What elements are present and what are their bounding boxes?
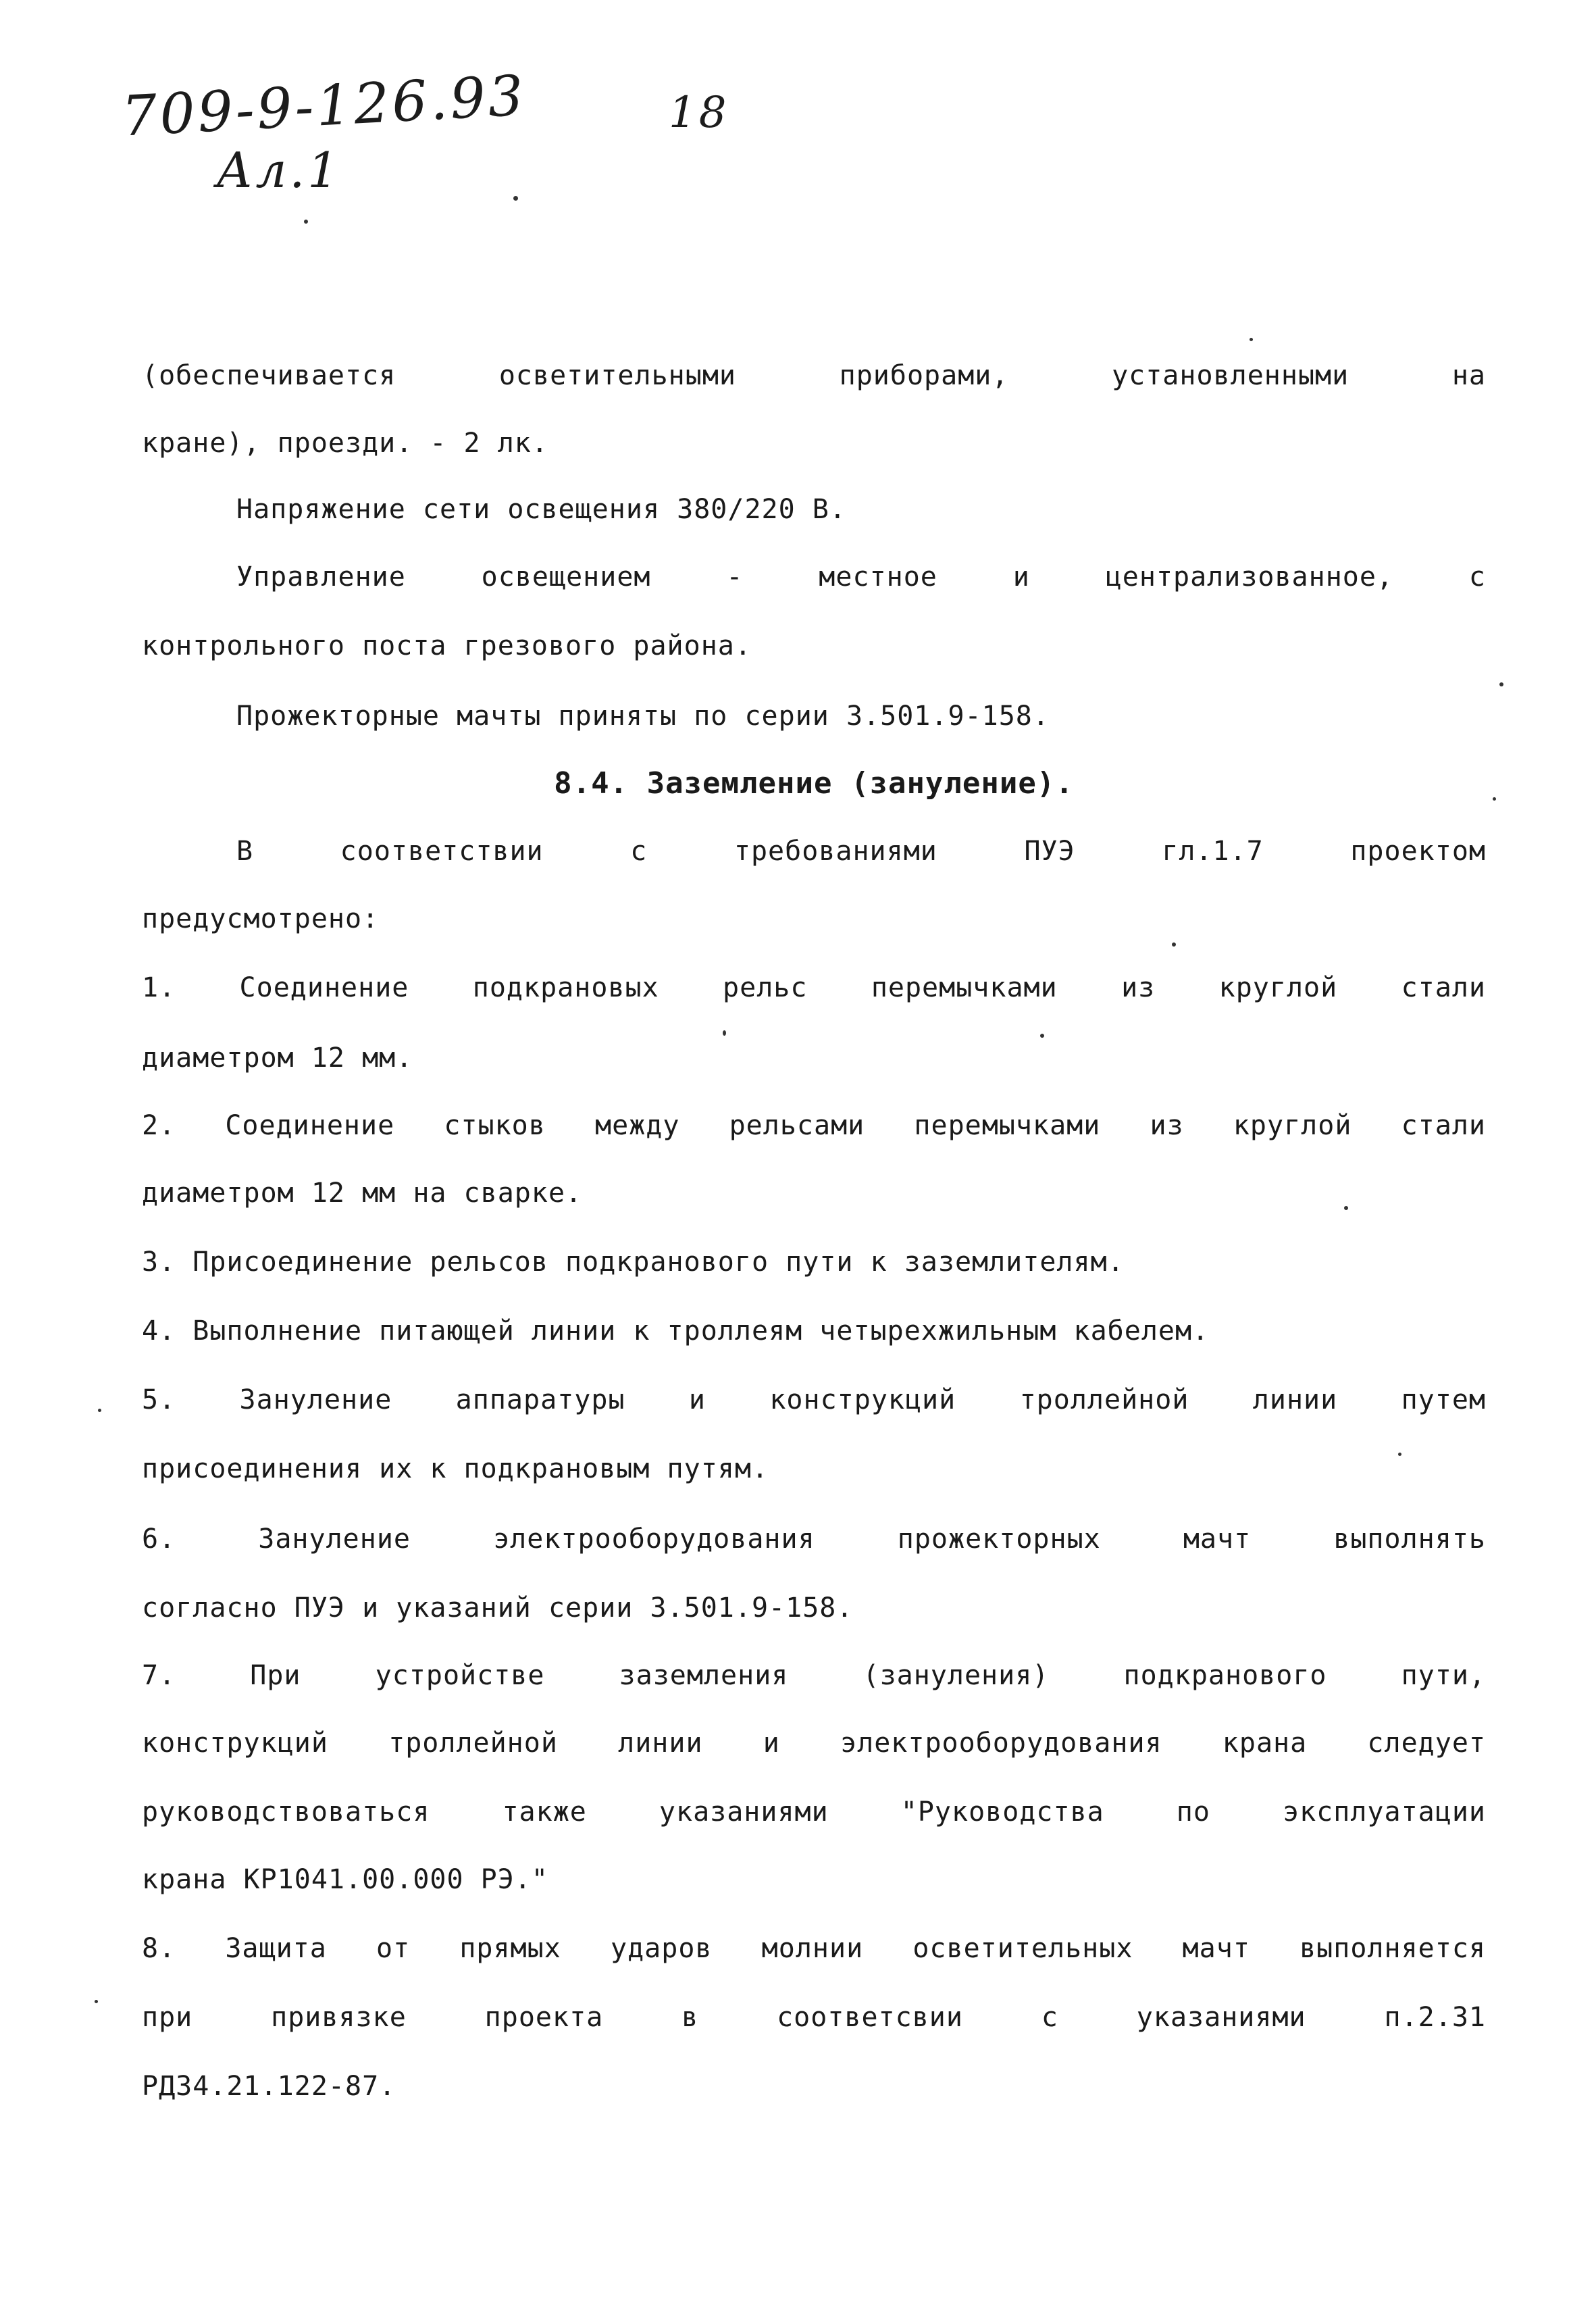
list-item: 3. Присоединение рельсов подкранового пути к заземлителям.	[142, 1247, 1125, 1278]
text-line: (обеспечивается осветительными приборами, установленными на	[142, 360, 1486, 391]
page-number: 18	[669, 88, 729, 138]
list-item: крана КР1041.00.000 РЭ."	[142, 1864, 548, 1895]
list-item: 5. Зануление аппаратуры и конструкций троллейной линии путем	[142, 1384, 1486, 1415]
text-line: предусмотрено:	[142, 903, 380, 934]
scan-speck	[513, 196, 518, 201]
text-line: Прожекторные мачты приняты по серии 3.501.9-158.	[236, 701, 1050, 732]
text-line: Управление освещением - местное и централизованное, с	[236, 561, 1486, 593]
list-item: РД34.21.122-87.	[142, 2071, 396, 2102]
list-item: диаметром 12 мм.	[142, 1042, 413, 1074]
scan-speck	[1398, 1453, 1401, 1456]
list-item: 2. Соединение стыков между рельсами перемычками из круглой стали	[142, 1110, 1486, 1141]
list-item: присоединения их к подкрановым путям.	[142, 1453, 769, 1484]
scan-speck	[1499, 682, 1503, 686]
scan-speck	[1344, 1206, 1348, 1210]
sheet-label: Ал.1	[216, 142, 342, 199]
scan-speck	[98, 1409, 101, 1412]
list-item: при привязке проекта в соответсвии с указаниями п.2.31	[142, 2002, 1486, 2033]
list-item: руководствоваться также указаниями "Руководства по эксплуатации	[142, 1796, 1486, 1828]
text-line: В соответствии с требованиями ПУЭ гл.1.7 проектом	[236, 836, 1486, 867]
list-item: конструкций троллейной линии и электрооборудования крана следует	[142, 1728, 1486, 1759]
scan-speck	[1493, 797, 1496, 801]
list-item: 1. Соединение подкрановых рельс перемычками из круглой стали	[142, 972, 1486, 1003]
list-item: 8. Защита от прямых ударов молнии осветительных мачт выполняется	[142, 1933, 1486, 1964]
scan-speck	[1250, 338, 1253, 341]
scan-speck	[723, 1030, 726, 1036]
document-code: 709-9-126.93	[120, 64, 528, 149]
scan-speck	[304, 220, 308, 224]
list-item: диаметром 12 мм на сварке.	[142, 1178, 583, 1209]
scan-speck	[95, 2000, 98, 2003]
text-line: кране), проезди. - 2 лк.	[142, 428, 548, 459]
list-item: 7. При устройстве заземления (зануления) подкранового пути,	[142, 1660, 1486, 1691]
list-item: согласно ПУЭ и указаний серии 3.501.9-158.	[142, 1592, 854, 1624]
scan-speck	[1172, 942, 1176, 947]
section-heading: 8.4. Заземление (зануление).	[554, 766, 1074, 801]
list-item: 4. Выполнение питающей линии к троллеям четырехжильным кабелем.	[142, 1315, 1210, 1347]
scan-speck	[1040, 1034, 1044, 1038]
text-line: Напряжение сети освещения 380/220 В.	[236, 494, 846, 525]
list-item: 6. Зануление электрооборудования прожекторных мачт выполнять	[142, 1524, 1486, 1555]
text-line: контрольного поста грезового района.	[142, 630, 752, 661]
